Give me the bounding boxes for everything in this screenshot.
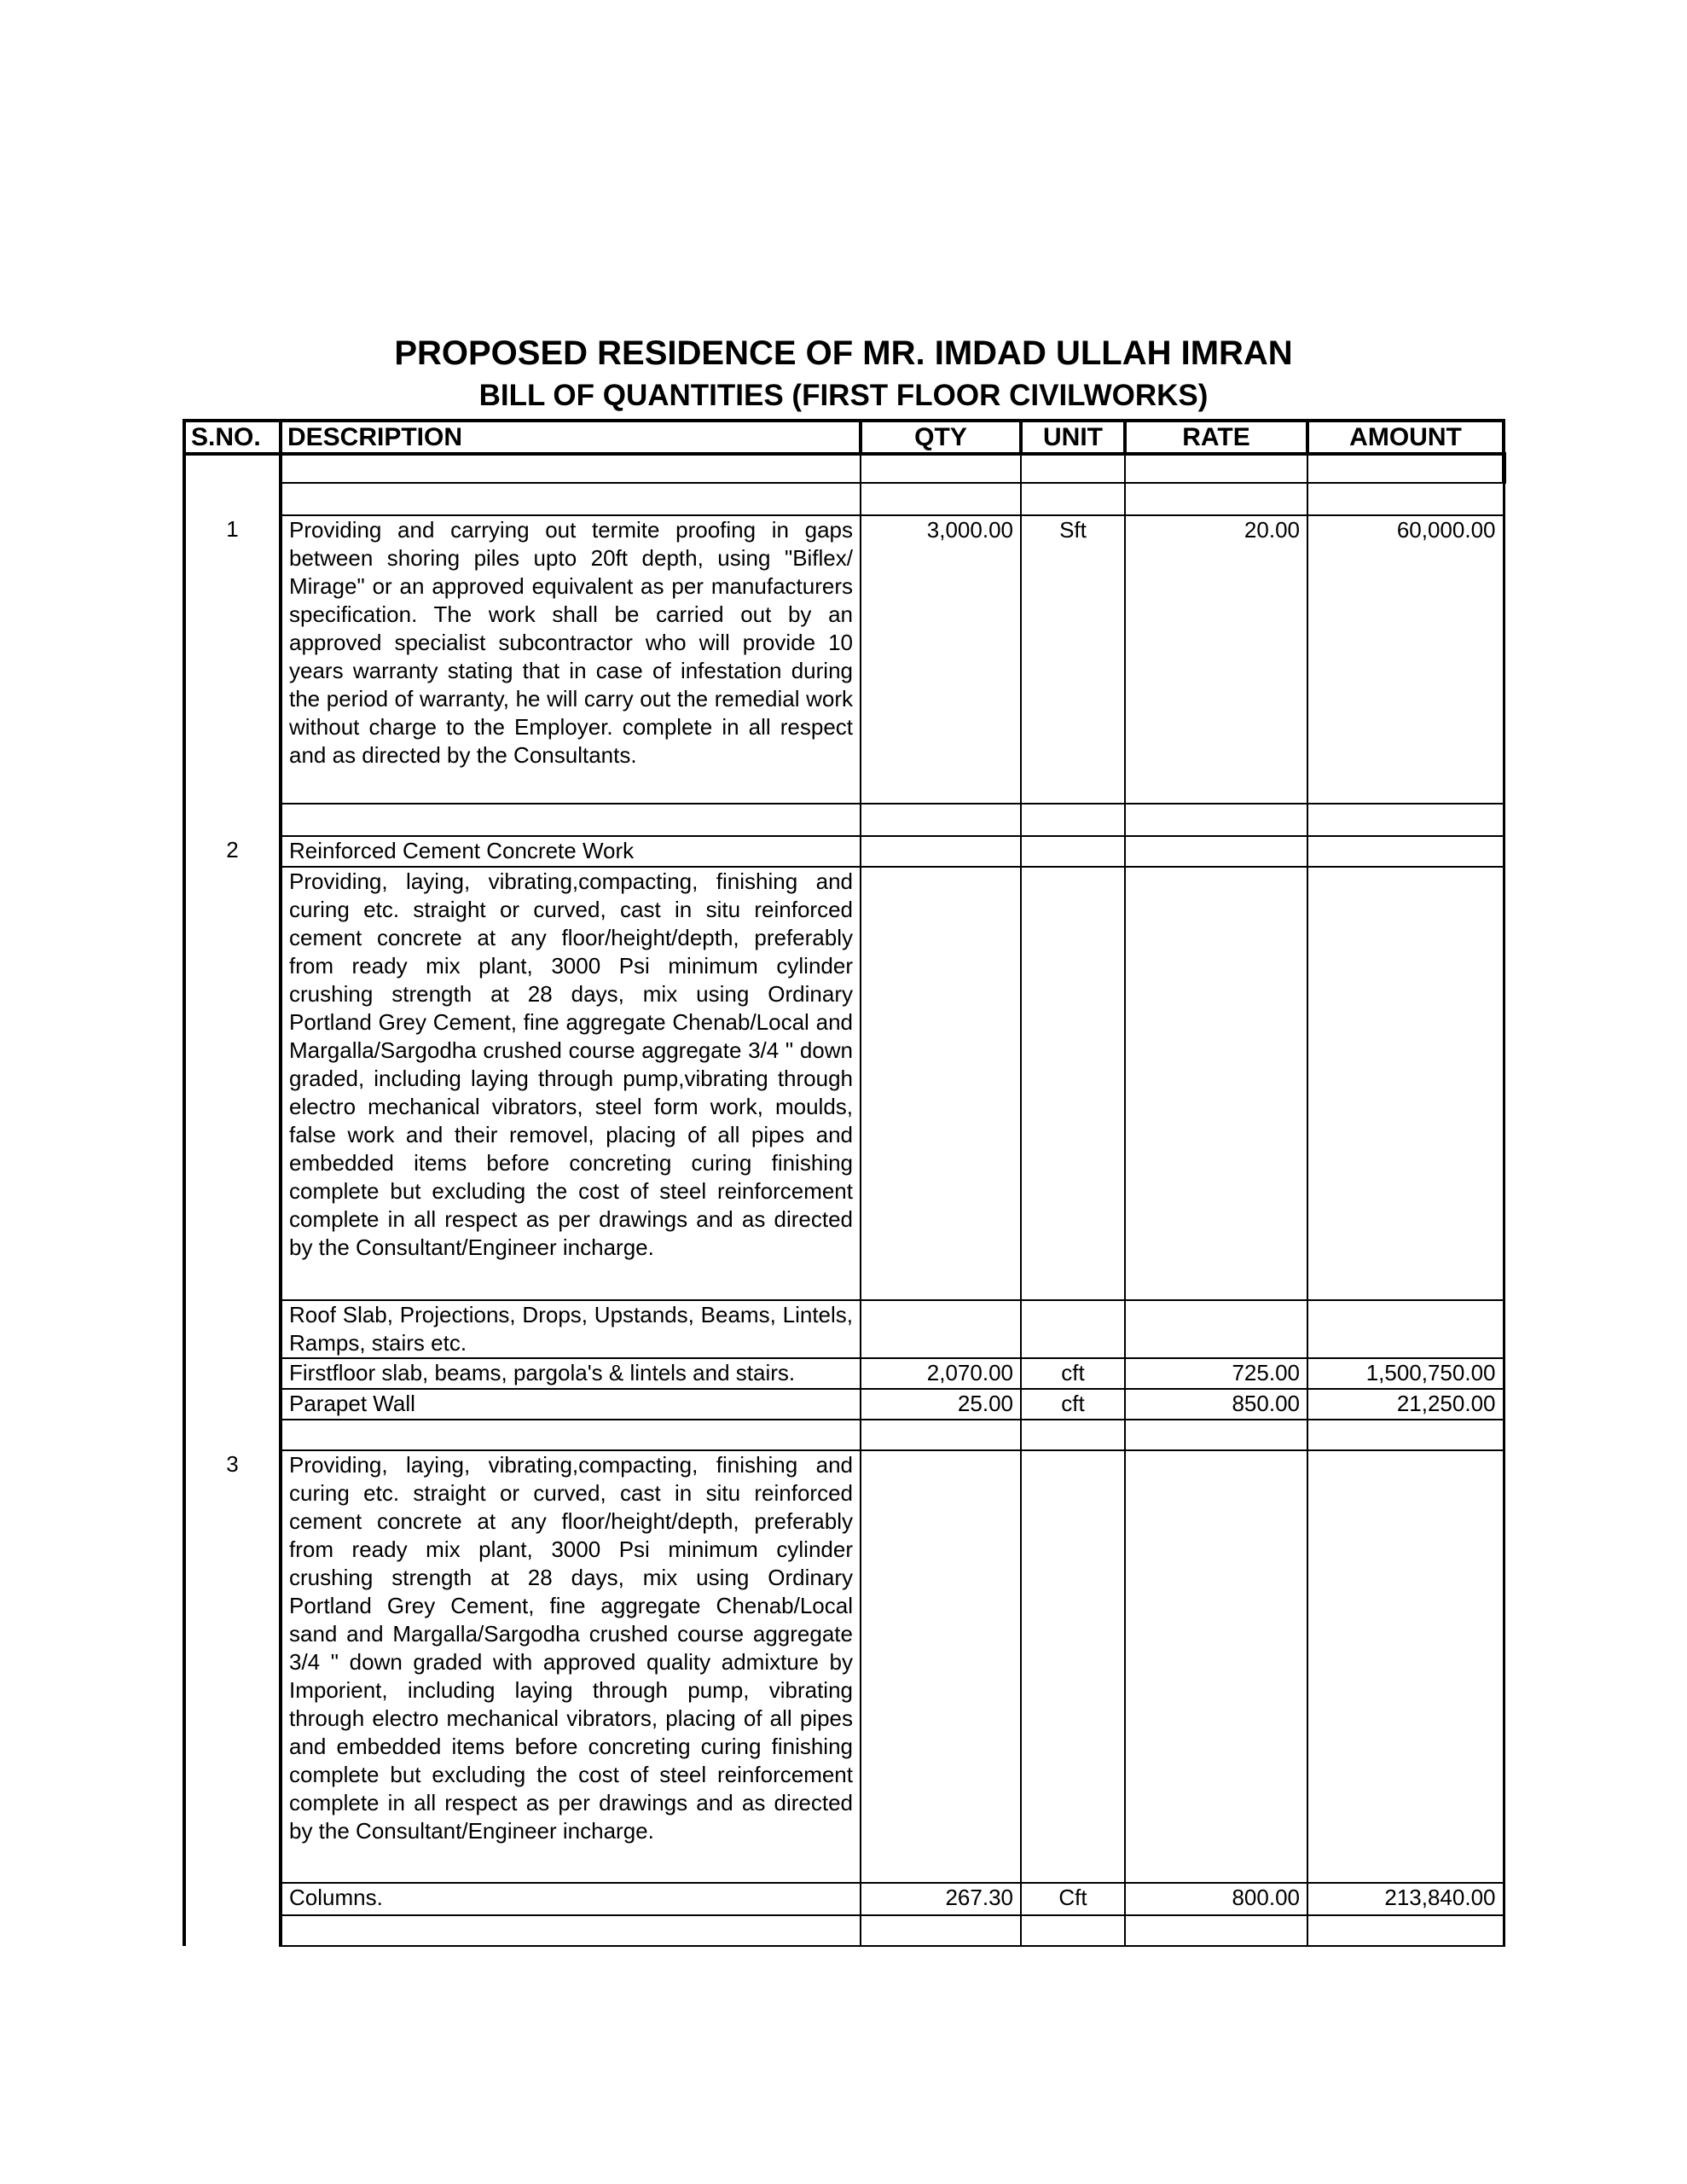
cell-description: Roof Slab, Projections, Drops, Upstands, Beams, Lintels, Ramps, stairs etc. [281,1300,861,1358]
cell-rate [1125,1450,1307,1883]
cell-amount: 21,250.00 [1307,1389,1504,1420]
table-row [184,1915,1504,1946]
cell-unit [1021,483,1125,515]
cell-amount [1307,867,1504,1300]
cell-unit [1021,867,1125,1300]
table-row [184,1389,1504,1420]
cell-amount [1307,483,1504,515]
cell-amount: 60,000.00 [1307,515,1504,804]
boq-table [183,419,1506,1947]
cell-sno [184,483,281,515]
cell-qty [861,836,1021,867]
table-row [184,515,1504,804]
cell-qty [861,483,1021,515]
cell-unit: cft [1021,1358,1125,1389]
table-row [184,1450,1504,1883]
cell-description [281,804,861,836]
table-row [184,454,1504,483]
table-row [184,483,1504,515]
cell-unit: Cft [1021,1883,1125,1915]
cell-rate [1125,454,1307,483]
cell-rate [1125,1300,1307,1358]
document-title: PROPOSED RESIDENCE OF MR. IMDAD ULLAH IMRAN [394,334,1293,372]
table-row [184,804,1504,836]
cell-sno [184,1420,281,1450]
cell-unit [1021,1915,1125,1946]
cell-unit [1021,804,1125,836]
cell-rate [1125,867,1307,1300]
table-row [184,1300,1504,1358]
cell-unit [1021,454,1125,483]
table-row [184,1358,1504,1389]
cell-amount [1307,804,1504,836]
header-unit: UNIT [1021,421,1125,454]
cell-qty [861,1450,1021,1883]
table-row [184,1420,1504,1450]
cell-description: Providing, laying, vibrating,compacting, finishing and curing etc. straight or curved, cast in situ reinforced cement concrete at any floor/height/depth, preferably from ready mix plant, 3000 Psi minimum cylinder crushing strength at 28 days, mix using Ordinary Portland Grey Cement, fine aggregate Chenab/Local and Margalla/Sargodha crushed course aggregate 3/4 " down graded, including laying through pump,vibrating through electro mechanical vibrators, steel form work, moulds, false work and their removel, placing of all pipes and embedded items before concreting curing finishing complete but excluding the cost of steel reinforcement complete in all respect as per drawings and as directed by the Consultant/Engineer incharge. [281,867,861,1300]
cell-qty [861,1300,1021,1358]
cell-sno: 2 [184,836,281,867]
header-qty: QTY [861,421,1021,454]
cell-rate [1125,483,1307,515]
cell-description [281,1420,861,1450]
cell-sno: 3 [184,1450,281,1883]
cell-qty: 267.30 [861,1883,1021,1915]
cell-description [281,1915,861,1946]
cell-amount [1307,1915,1504,1946]
cell-rate [1125,836,1307,867]
cell-amount [1307,454,1504,483]
cell-sno [184,454,281,483]
cell-description: Parapet Wall [281,1389,861,1420]
cell-qty: 2,070.00 [861,1358,1021,1389]
cell-amount [1307,1420,1504,1450]
cell-unit [1021,1450,1125,1883]
cell-qty: 3,000.00 [861,515,1021,804]
cell-qty [861,454,1021,483]
cell-unit [1021,1300,1125,1358]
cell-description: Providing, laying, vibrating,compacting, finishing and curing etc. straight or curved, cast in situ reinforced cement concrete at any floor/height/depth, preferably from ready mix plant, 3000 Psi minimum cylinder crushing strength at 28 days, mix using Ordinary Portland Grey Cement, fine aggregate Chenab/Local sand and Margalla/Sargodha crushed course aggregate 3/4 " down graded with approved quality admixture by Imporient, including laying through pump, vibrating through electro mechanical vibrators, placing of all pipes and embedded items before concreting curing finishing complete but excluding the cost of steel reinforcement complete in all respect as per drawings and as directed by the Consultant/Engineer incharge. [281,1450,861,1883]
cell-sno [184,1300,281,1358]
cell-rate: 725.00 [1125,1358,1307,1389]
header-amount: AMOUNT [1307,421,1504,454]
cell-amount: 213,840.00 [1307,1883,1504,1915]
cell-rate: 800.00 [1125,1883,1307,1915]
cell-unit [1021,1420,1125,1450]
cell-qty [861,1915,1021,1946]
cell-rate [1125,1420,1307,1450]
cell-sno [184,804,281,836]
cell-sno [184,1915,281,1946]
cell-qty [861,867,1021,1300]
cell-qty [861,804,1021,836]
cell-description: Firstfloor slab, beams, pargola's & lintels and stairs. [281,1358,861,1389]
cell-amount [1307,1300,1504,1358]
cell-description [281,454,861,483]
cell-sno [184,1883,281,1915]
header-description: DESCRIPTION [281,421,861,454]
cell-unit: cft [1021,1389,1125,1420]
cell-amount [1307,1450,1504,1883]
table-header-row [184,421,1504,454]
cell-unit: Sft [1021,515,1125,804]
cell-rate: 850.00 [1125,1389,1307,1420]
header-sno: S.NO. [184,421,281,454]
cell-rate [1125,804,1307,836]
cell-rate: 20.00 [1125,515,1307,804]
cell-description: Providing and carrying out termite proofing in gaps between shoring piles upto 20ft depth, using "Biflex/ Mirage" or an approved equivalent as per manufacturers specification. The work shall be carried out by an approved specialist subcontractor who will provide 10 years warranty stating that in case of infestation during the period of warranty, he will carry out the remedial work without charge to the Employer. complete in all respect and as directed by the Consultants. [281,515,861,804]
cell-amount [1307,836,1504,867]
cell-amount: 1,500,750.00 [1307,1358,1504,1389]
cell-sno [184,1389,281,1420]
cell-qty [861,1420,1021,1450]
cell-sno [184,867,281,1300]
cell-description: Reinforced Cement Concrete Work [281,836,861,867]
header-rate: RATE [1125,421,1307,454]
table-row [184,867,1504,1300]
table-row [184,836,1504,867]
cell-sno [184,1358,281,1389]
cell-unit [1021,836,1125,867]
table-row [184,1883,1504,1915]
cell-qty: 25.00 [861,1389,1021,1420]
cell-rate [1125,1915,1307,1946]
cell-sno: 1 [184,515,281,804]
document-subtitle: BILL OF QUANTITIES (FIRST FLOOR CIVILWORKS) [478,379,1209,412]
cell-description [281,483,861,515]
cell-description: Columns. [281,1883,861,1915]
